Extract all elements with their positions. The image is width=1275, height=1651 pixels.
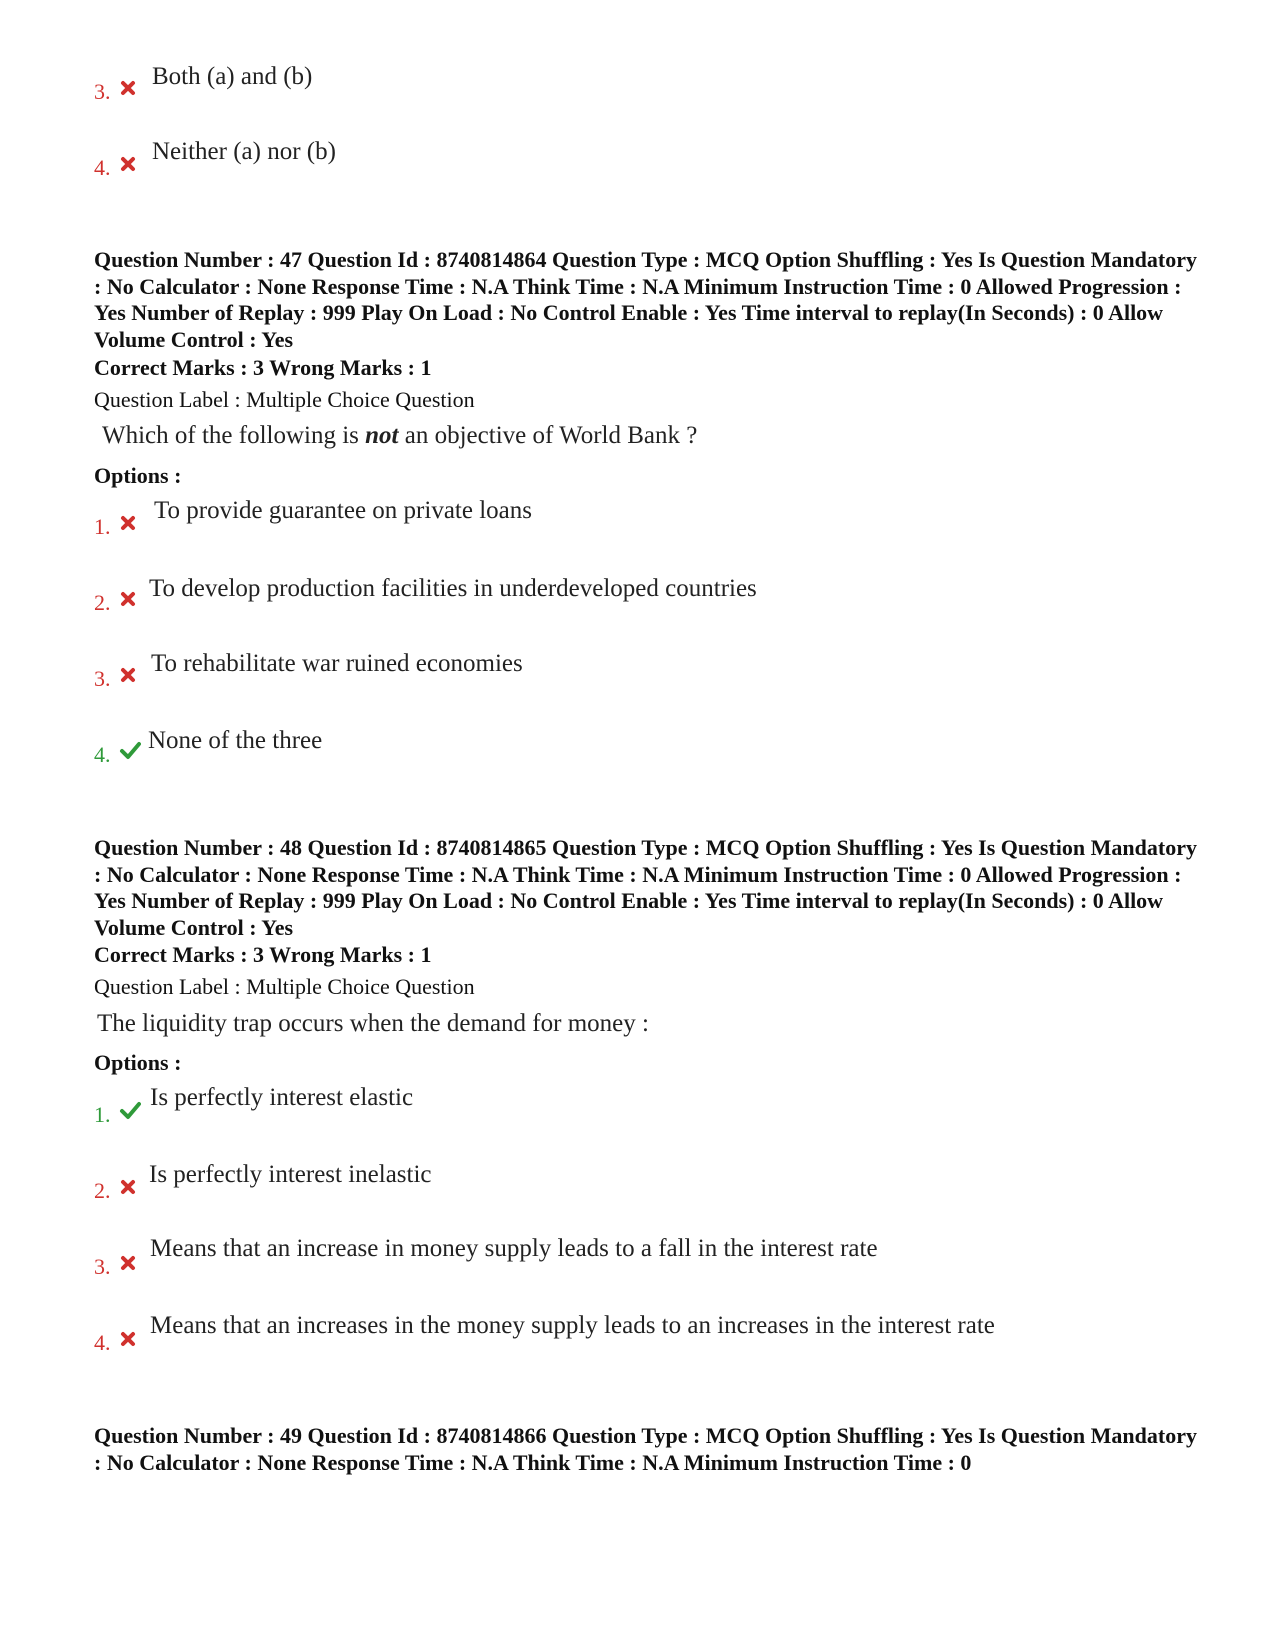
cross-icon xyxy=(119,155,137,173)
question-meta: Question Number : 49 Question Id : 8740814866 Question Type : MCQ Option Shuffling : Yes Is Question Mandatory : No Calculator : None Response Time : N.A Think Time : N.A Minimum Instruction Time : 0 xyxy=(94,1423,1197,1475)
cross-icon xyxy=(119,590,137,608)
check-icon xyxy=(119,1100,141,1120)
option-text: To rehabilitate war ruined economies xyxy=(151,650,523,677)
option-text: None of the three xyxy=(148,727,323,754)
option-number: 4. xyxy=(94,1330,111,1355)
option-number: 2. xyxy=(94,1178,111,1203)
option-text: To provide guarantee on private loans xyxy=(154,497,532,524)
options-heading: Options : xyxy=(94,463,182,488)
question-label: Question Label : Multiple Choice Question xyxy=(94,387,475,412)
cross-icon xyxy=(119,666,137,684)
option-number: 4. xyxy=(94,742,111,767)
question-text: Which of the following is not an objective of World Bank ? xyxy=(102,422,698,449)
cross-icon xyxy=(119,1254,137,1272)
question-label: Question Label : Multiple Choice Question xyxy=(94,974,475,999)
option-number: 1. xyxy=(94,1102,111,1127)
option-number: 3. xyxy=(94,666,111,691)
cross-icon xyxy=(119,514,137,532)
option-text: Means that an increases in the money supply leads to an increases in the interest rate xyxy=(150,1312,995,1339)
cross-icon xyxy=(119,79,137,97)
option-number: 1. xyxy=(94,514,111,539)
options-heading: Options : xyxy=(94,1050,182,1075)
option-text: Is perfectly interest inelastic xyxy=(149,1161,432,1188)
option-text: Is perfectly interest elastic xyxy=(150,1084,414,1111)
question-meta: Question Number : 48 Question Id : 8740814865 Question Type : MCQ Option Shuffling : Yes Is Question Mandatory : No Calculator : None Response Time : N.A Think Time : N.A Minimum Instruction Time : 0 Allowed Progression : Yes Number of Replay : 999 Play On Load : No Control Enable : Yes Time interval to replay(In Seconds) : 0 Allow Volume Control : Yes xyxy=(94,835,1197,940)
emphasis-not: not xyxy=(365,422,399,449)
option-number: 3. xyxy=(94,79,111,104)
option-number: 3. xyxy=(94,1254,111,1279)
option-text: To develop production facilities in underdeveloped countries xyxy=(149,575,757,602)
question-meta: Question Number : 47 Question Id : 8740814864 Question Type : MCQ Option Shuffling : Yes Is Question Mandatory : No Calculator : None Response Time : N.A Think Time : N.A Minimum Instruction Time : 0 Allowed Progression : Yes Number of Replay : 999 Play On Load : No Control Enable : Yes Time interval to replay(In Seconds) : 0 Allow Volume Control : Yes xyxy=(94,247,1197,352)
option-text: Both (a) and (b) xyxy=(152,63,313,90)
question-marks: Correct Marks : 3 Wrong Marks : 1 xyxy=(94,942,432,967)
cross-icon xyxy=(119,1330,137,1348)
question-marks: Correct Marks : 3 Wrong Marks : 1 xyxy=(94,355,432,380)
option-text: Means that an increase in money supply leads to a fall in the interest rate xyxy=(150,1235,878,1262)
question-text: The liquidity trap occurs when the demand for money : xyxy=(97,1010,649,1037)
option-number: 2. xyxy=(94,590,111,615)
check-icon xyxy=(119,740,141,760)
option-text: Neither (a) nor (b) xyxy=(152,138,336,165)
option-number: 4. xyxy=(94,155,111,180)
cross-icon xyxy=(119,1178,137,1196)
